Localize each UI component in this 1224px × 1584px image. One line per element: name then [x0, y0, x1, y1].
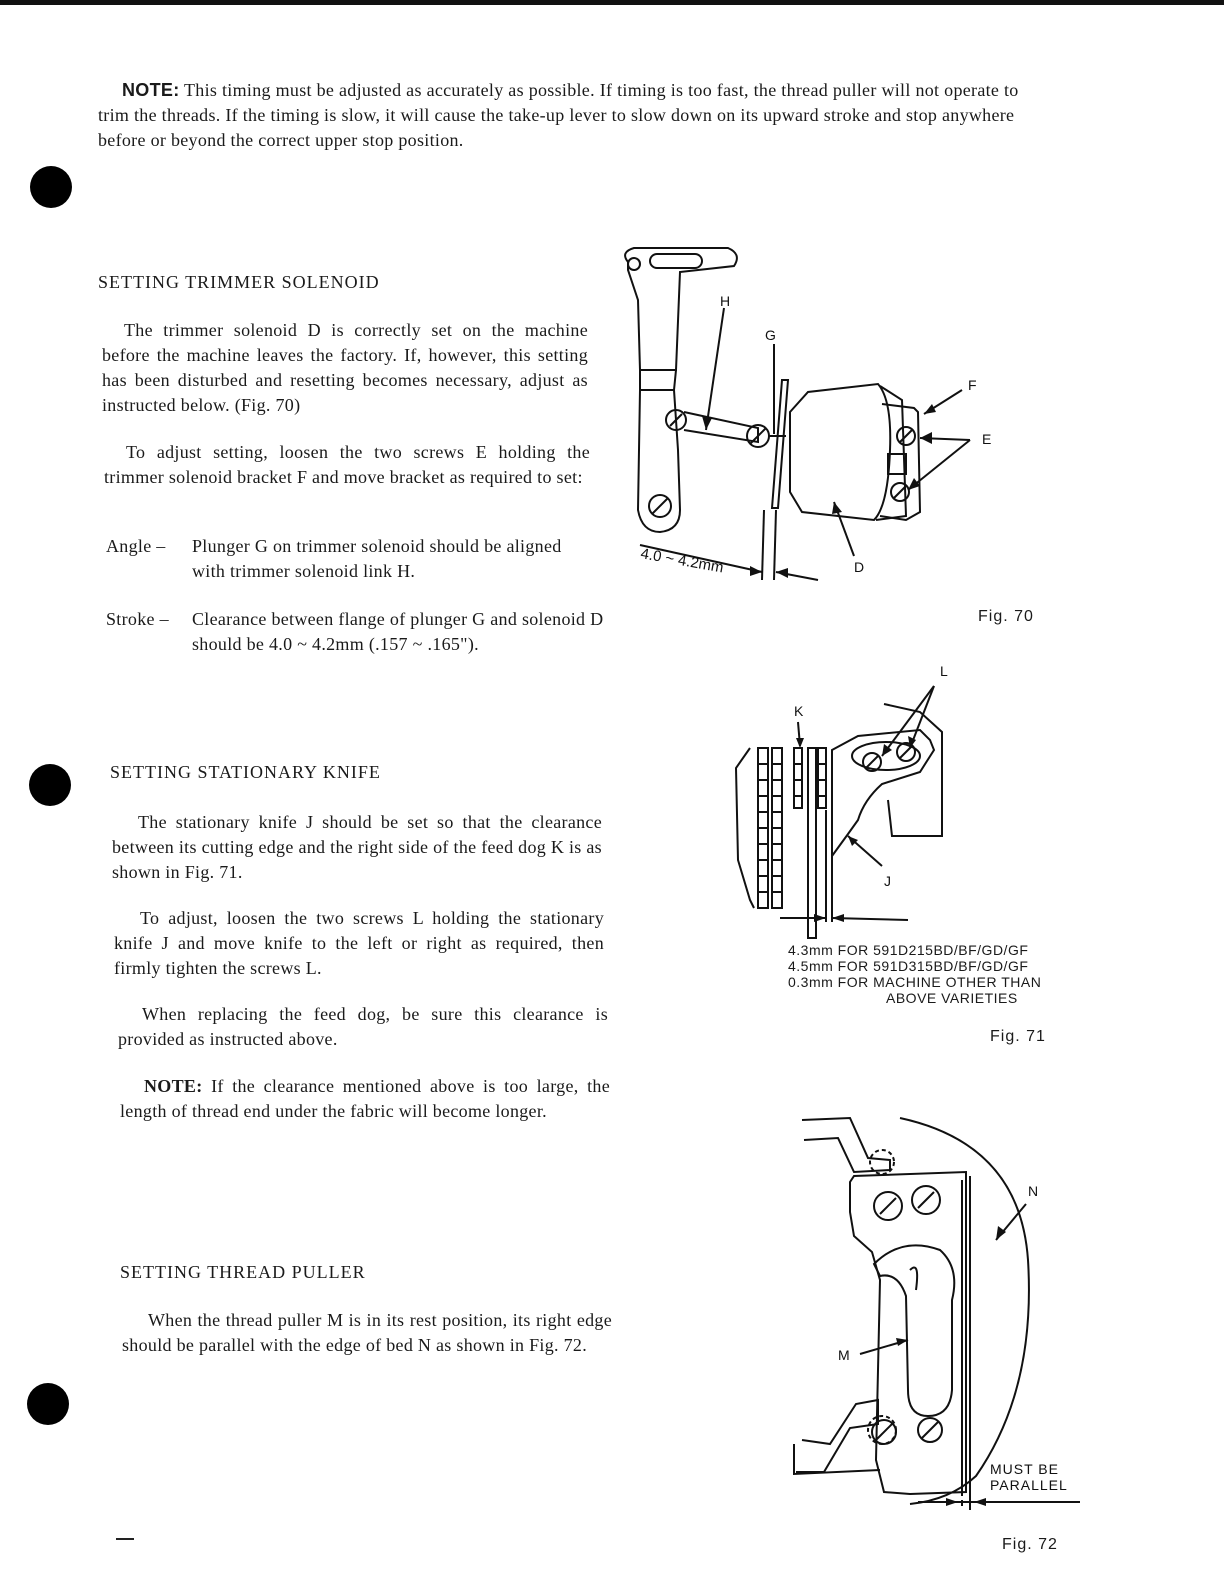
fig70-label-f: F: [968, 377, 977, 393]
trimmer-p1: The trimmer solenoid D is correctly set on the machine before the machine leaves the factory. If, however, this setting has been disturbed and resetting becomes necessary, adjust as instructed below. (Fig. 70): [102, 320, 588, 415]
angle-row: [106, 534, 596, 584]
fig70-dimension: 4.0 ~ 4.2mm: [639, 545, 725, 577]
fig72-label-n: N: [1028, 1183, 1039, 1199]
trimmer-heading: SETTING TRIMMER SOLENOID: [98, 272, 380, 292]
knife-p3: When replacing the feed dog, be sure this clearance is provided as instructed above.: [118, 1004, 608, 1049]
fig72-caption: Fig. 72: [1002, 1536, 1058, 1553]
fig72-parallel-line-1: MUST BE: [990, 1461, 1059, 1477]
binder-hole-top: [30, 166, 72, 208]
fig71-feed-dog: [758, 748, 826, 938]
knife-heading: SETTING STATIONARY KNIFE: [110, 762, 381, 782]
fig71-throat-plate: [736, 748, 754, 908]
fig70-label-e: E: [982, 431, 992, 447]
fig71-note-2: 4.5mm FOR 591D315BD/BF/GD/GF: [788, 958, 1029, 974]
binder-hole-middle: [29, 764, 71, 806]
fig72-thread-puller: [874, 1245, 954, 1416]
trimmer-p2: To adjust setting, loosen the two screws E holding the trimmer solenoid bracket F and move bracket as required to set:: [104, 442, 590, 487]
fig71-note-3: 0.3mm FOR MACHINE OTHER THAN: [788, 974, 1042, 990]
binder-hole-bottom: [27, 1383, 69, 1425]
stroke-label: Stroke –: [106, 609, 169, 629]
stroke-row: [106, 607, 604, 657]
fig70-diagram: [610, 240, 1030, 600]
knife-p2: To adjust, loosen the two screws L holding the stationary knife J and move knife to the left or right as required, then firmly tighten the screws L.: [114, 908, 604, 978]
page-mark: [116, 1538, 134, 1540]
knife-paragraph-2: [114, 906, 604, 981]
fig70-caption: Fig. 70: [978, 608, 1034, 625]
top-note-label: NOTE:: [122, 80, 180, 100]
fig72-parallel-line-2: PARALLEL: [990, 1477, 1068, 1493]
fig70-label-h: H: [720, 293, 731, 309]
fig70-label-g: G: [765, 327, 776, 343]
top-note: [98, 78, 1048, 153]
fig71-note-4: ABOVE VARIETIES: [886, 990, 1018, 1006]
fig71-label-j: J: [884, 873, 891, 889]
fig71-notes: [788, 942, 1041, 1006]
fig72-bed-edge: [900, 1118, 1029, 1504]
trimmer-paragraph-2: [104, 440, 590, 490]
fig71-note-1: 4.3mm FOR 591D215BD/BF/GD/GF: [788, 942, 1029, 958]
fig72-label-m: M: [838, 1347, 850, 1363]
puller-paragraph-1: [122, 1308, 612, 1358]
knife-note-label: NOTE:: [144, 1076, 203, 1096]
trimmer-paragraph-1: [102, 318, 588, 418]
fig70-link-arm: [625, 248, 737, 370]
fig72-diagram: [780, 1100, 1090, 1520]
fig70-bracket: [880, 404, 920, 520]
fig71-label-l: L: [940, 663, 948, 679]
knife-paragraph-3: [118, 1002, 608, 1052]
puller-heading: SETTING THREAD PULLER: [120, 1262, 366, 1282]
fig70-lower-arm: [638, 390, 680, 532]
knife-note: [120, 1074, 610, 1124]
knife-note-text: If the clearance mentioned above is too large, the length of thread end under the fabric will become longer.: [120, 1076, 610, 1121]
fig71-diagram: [720, 660, 980, 940]
fig71-stationary-knife: [832, 730, 934, 856]
fig72-plate: [850, 1172, 966, 1494]
knife-paragraph-1: [112, 810, 602, 885]
top-note-text: This timing must be adjusted as accurately as possible. If timing is too fast, the thread puller will not operate to trim the threads. If the timing is slow, it will cause the take-up lever to slow down on its upward stroke and stop anywhere before or beyond the correct upper stop position.: [98, 80, 1019, 150]
fig70-slot: [650, 254, 702, 268]
fig70-label-d: D: [854, 559, 865, 575]
fig71-label-k: K: [794, 703, 804, 719]
top-border: [0, 0, 1224, 5]
angle-label: Angle –: [106, 536, 166, 556]
fig70-solenoid-body: [790, 384, 890, 520]
puller-p1: When the thread puller M is in its rest position, its right edge should be parallel with the edge of bed N as shown in Fig. 72.: [122, 1310, 612, 1355]
stroke-text: Clearance between flange of plunger G and solenoid D should be 4.0 ~ 4.2mm (.157 ~ .165").: [192, 609, 604, 654]
angle-text: Plunger G on trimmer solenoid should be aligned with trimmer solenoid link H.: [192, 536, 562, 581]
fig71-caption: Fig. 71: [990, 1028, 1046, 1045]
knife-p1: The stationary knife J should be set so that the clearance between its cutting edge and the right side of the feed dog K is as shown in Fig. 71.: [112, 812, 602, 882]
